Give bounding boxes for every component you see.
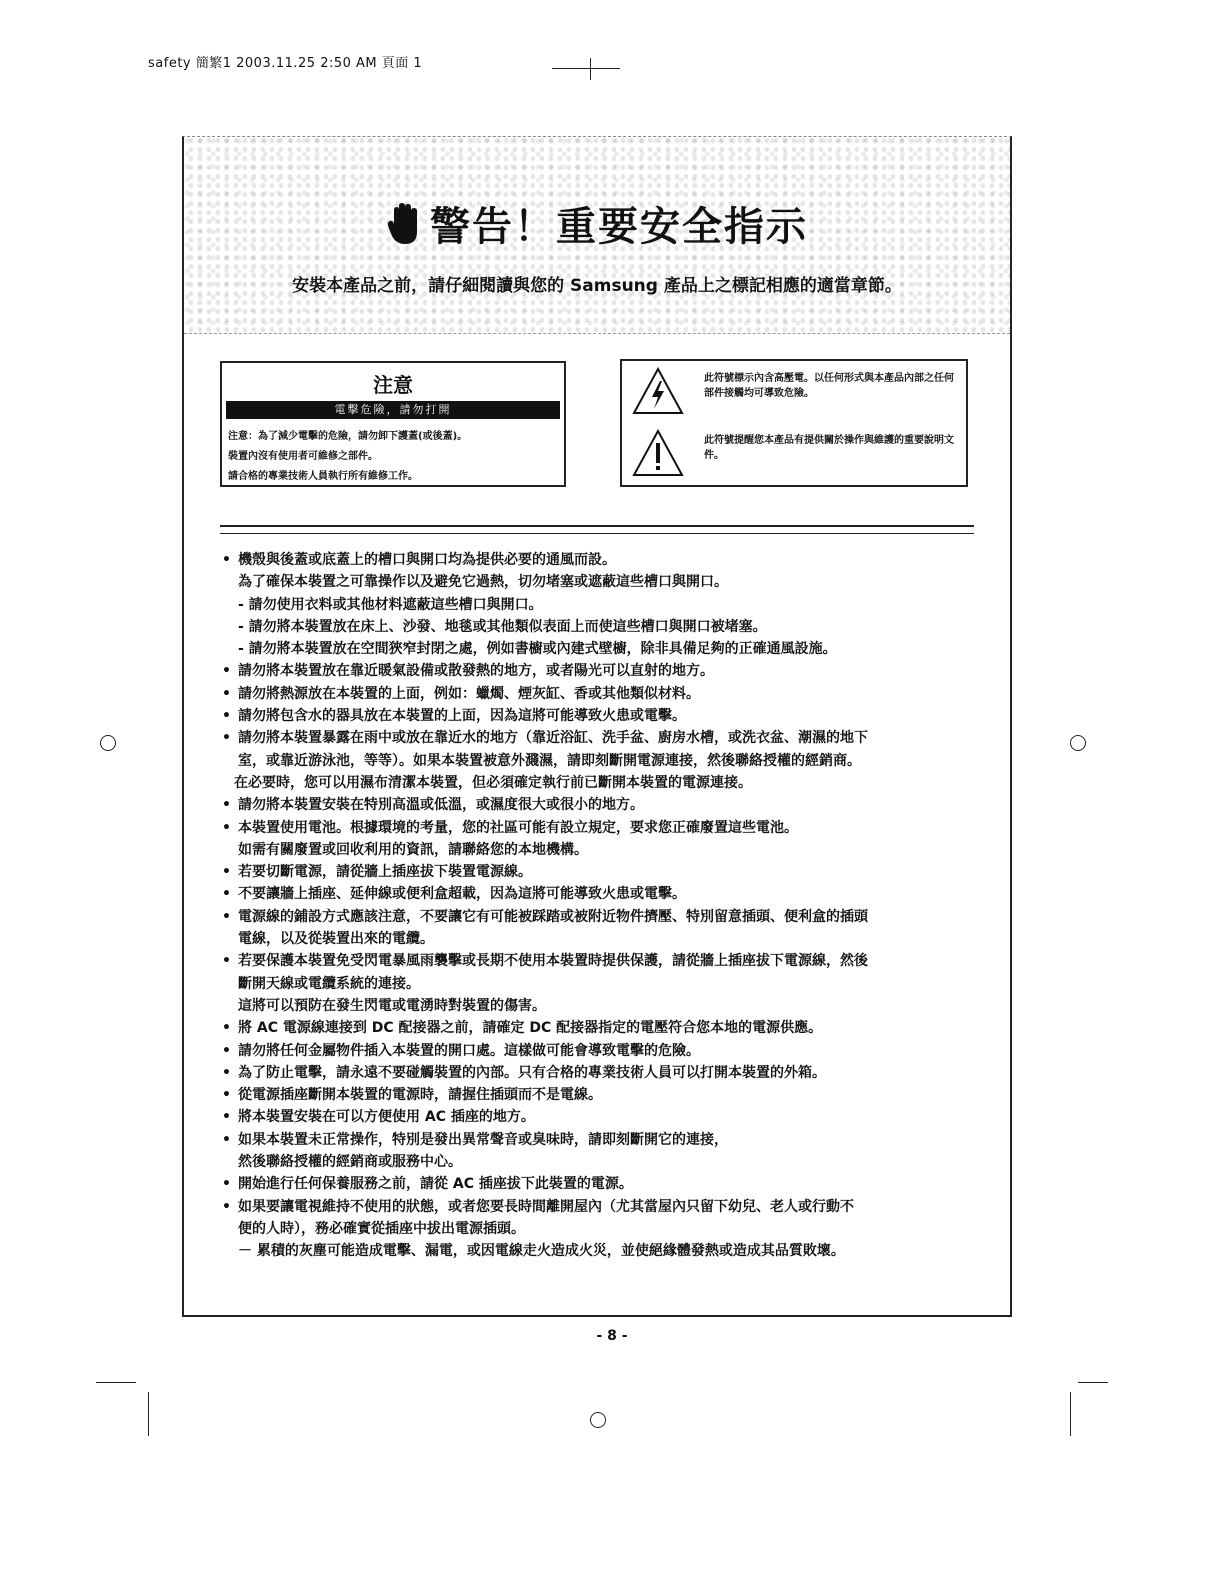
bullet-item: • 請勿將本裝置暴露在雨中或放在靠近水的地方（靠近浴缸、洗手盆、廚房水槽，或洗衣盆、潮濕的地下	[220, 727, 980, 749]
bullet-continuation: - 請勿將本裝置放在空間狹窄封閉之處，例如書櫥或內建式壁櫥，除非具備足夠的正確通風設施。	[238, 641, 837, 658]
bullet-item: • 如果要讓電視維持不使用的狀態，或者您要長時間離開屋內（尤其當屋內只留下幼兒、老人或行動不	[220, 1196, 980, 1218]
bullet-item: • 請勿將熱源放在本裝置的上面，例如：蠟燭、煙灰缸、香或其他類似材料。	[220, 683, 980, 705]
registration-mark	[100, 735, 116, 751]
safety-page-frame	[182, 136, 1012, 1317]
bullet-item: • 若要保護本裝置免受閃電暴風雨襲擊或長期不使用本裝置時提供保護，請從牆上插座拔下電源線，然後	[220, 950, 980, 972]
exclamation-warning-icon	[632, 429, 684, 477]
crop-mark-top-tick	[590, 58, 591, 80]
bullet-item: • 從電源插座斷開本裝置的電源時，請握住插頭而不是電線。	[220, 1084, 980, 1106]
page-subtitle: 安裝本產品之前，請仔細閱讀與您的 Samsung 產品上之標記相應的適當章節。	[292, 276, 902, 296]
bullet-item: • 為了防止電擊，請永遠不要碰觸裝置的內部。只有合格的專業技術人員可以打開本裝置的外箱。	[220, 1062, 980, 1084]
bullet-continuation: 這將可以預防在發生閃電或電湧時對裝置的傷害。	[238, 997, 546, 1014]
bullet-item: • 電源線的鋪設方式應該注意，不要讓它有可能被踩踏或被附近物件擠壓、特別留意插頭、便利盒的插頭	[220, 906, 980, 928]
crop-mark	[96, 1382, 136, 1383]
bullet-item: • 將本裝置安裝在可以方便使用 AC 插座的地方。	[220, 1106, 980, 1128]
crop-mark	[148, 1392, 149, 1436]
crop-mark-top	[552, 68, 620, 69]
page-number: - 8 -	[596, 1328, 628, 1344]
bullet-continuation: 電線，以及從裝置出來的電纜。	[238, 931, 434, 948]
bullet-item: • 開始進行任何保養服務之前，請從 AC 插座拔下此裝置的電源。	[220, 1173, 980, 1195]
caution-line: 裝置內沒有使用者可維修之部件。	[228, 451, 378, 462]
page-title: 警告！重要安全指示	[430, 204, 808, 250]
divider-rule	[220, 533, 974, 534]
bullet-item: • 不要讓牆上插座、延伸線或便利盒超載，因為這將可能導致火患或電擊。	[220, 883, 980, 905]
symbol-row-exclamation	[622, 423, 966, 483]
bullet-item: • 請勿將本裝置放在靠近暖氣設備或散發熱的地方，或者陽光可以直射的地方。	[220, 660, 980, 682]
bullet-continuation: 斷開天線或電纜系統的連接。	[238, 975, 420, 992]
safety-instructions-list	[220, 549, 980, 1263]
warning-header	[184, 137, 1010, 334]
bullet-continuation: 便的人時），務必確實從插座中拔出電源插頭。	[238, 1220, 525, 1237]
crop-mark	[1078, 1382, 1108, 1383]
bullet-continuation: 室，或靠近游泳池，等等）。如果本裝置被意外濺濕，請即刻斷開電源連接，然後聯絡授權的經銷商。	[238, 752, 861, 769]
bullet-item: • 如果本裝置未正常操作，特別是發出異常聲音或臭味時，請即刻斷開它的連接，	[220, 1129, 980, 1151]
bullet-continuation: － 累積的灰塵可能造成電擊、漏電，或因電線走火造成火災，並使絕緣體發熱或造成其品質敗壞。	[238, 1243, 845, 1260]
bullet-continuation: - 請勿將本裝置放在床上、沙發、地毯或其他類似表面上而使這些槽口與開口被堵塞。	[238, 618, 767, 635]
bullet-item: • 本裝置使用電池。根據環境的考量，您的社區可能有設立規定，要求您正確廢置這些電池。	[220, 817, 980, 839]
caution-line: 注意：為了減少電擊的危險，請勿卸下護蓋(或後蓋)。	[228, 431, 468, 442]
bullet-continuation: - 請勿使用衣料或其他材料遮蔽這些槽口與開口。	[238, 596, 543, 613]
bullet-item: • 機殼與後蓋或底蓋上的槽口與開口均為提供必要的通風而設。	[220, 549, 980, 571]
caution-box	[220, 361, 566, 487]
caution-title: 注意	[373, 373, 413, 397]
caution-line: 請合格的專業技術人員執行所有維修工作。	[228, 471, 418, 482]
registration-mark	[1070, 735, 1086, 751]
lightning-warning-icon	[632, 367, 684, 415]
divider-rule	[220, 525, 974, 527]
caution-lines	[222, 419, 564, 487]
bullet-item: • 請勿將任何金屬物件插入本裝置的開口處。這樣做可能會導致電擊的危險。	[220, 1040, 980, 1062]
stop-hand-icon	[386, 202, 420, 246]
bullet-item: • 若要切斷電源，請從牆上插座拔下裝置電源線。	[220, 861, 980, 883]
bullet-item: • 將 AC 電源線連接到 DC 配接器之前，請確定 DC 配接器指定的電壓符合您本地的電源供應。	[220, 1017, 980, 1039]
registration-mark	[590, 1412, 606, 1428]
bullet-continuation: 然後聯絡授權的經銷商或服務中心。	[238, 1154, 462, 1171]
bullet-item: • 請勿將本裝置安裝在特別高溫或低溫，或濕度很大或很小的地方。	[220, 794, 980, 816]
symbol-explanation-box	[620, 359, 968, 487]
caution-bar: 電擊危險，請勿打開	[226, 401, 560, 419]
title-row	[184, 195, 1010, 252]
bullet-continuation: 為了確保本裝置之可靠操作以及避免它過熱，切勿堵塞或遮蔽這些槽口與開口。	[238, 574, 728, 591]
bullet-continuation: 如需有關廢置或回收利用的資訊，請聯絡您的本地機構。	[238, 841, 588, 858]
symbol-row-lightning	[622, 361, 966, 421]
symbol-text-lightning: 此符號標示內含高壓電。以任何形式與本產品內部之任何部件接觸均可導致危險。	[704, 373, 954, 399]
print-slug: safety 簡繁1 2003.11.25 2:50 AM 頁面 1	[148, 56, 423, 71]
crop-mark	[1070, 1392, 1071, 1436]
bullet-continuation: 在必要時，您可以用濕布清潔本裝置，但必須確定執行前已斷開本裝置的電源連接。	[234, 774, 752, 791]
symbol-text-exclamation: 此符號提醒您本產品有提供關於操作與維護的重要說明文件。	[704, 435, 954, 461]
bullet-item: • 請勿將包含水的器具放在本裝置的上面，因為這將可能導致火患或電擊。	[220, 705, 980, 727]
